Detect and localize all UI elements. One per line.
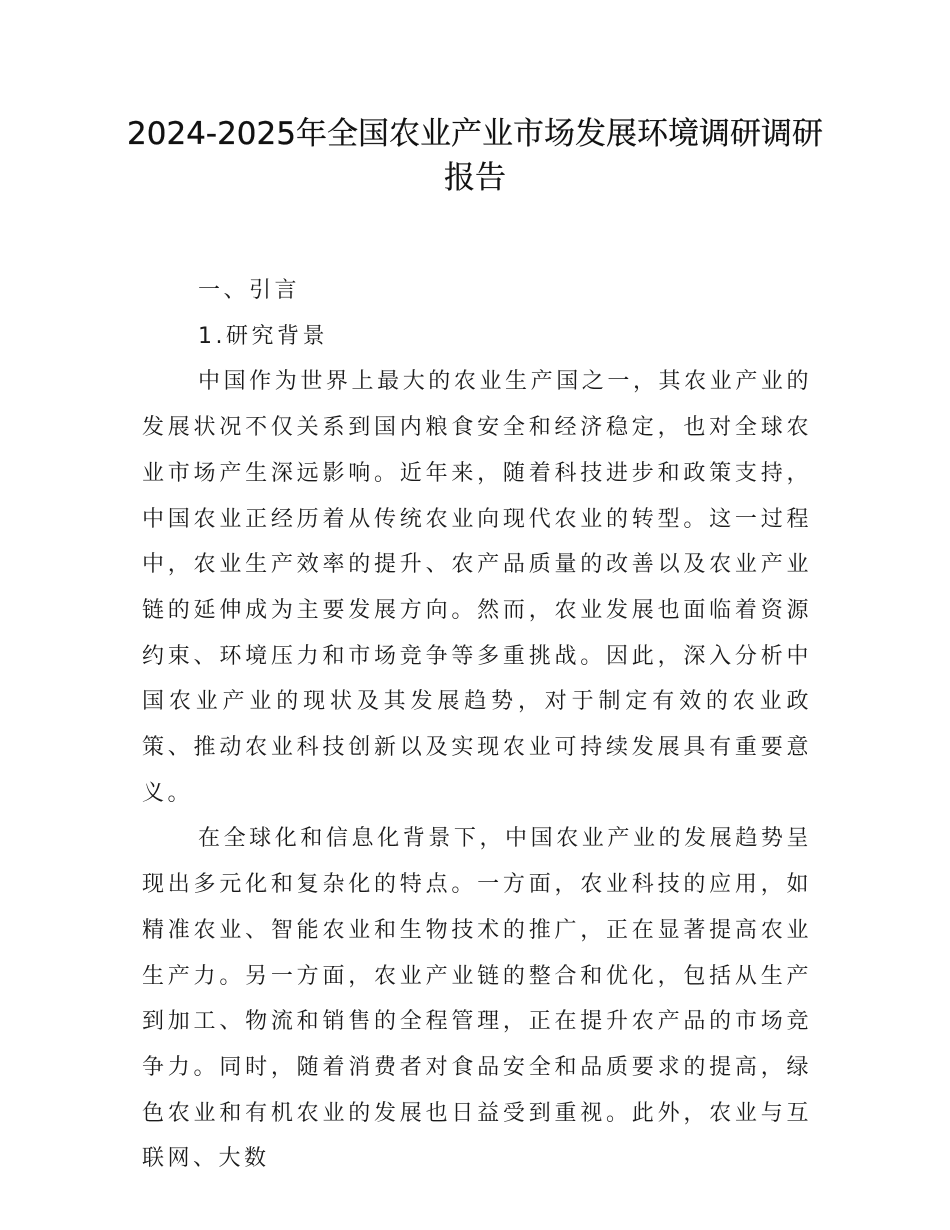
document-title: 2024-2025年全国农业产业市场发展环境调研调研报告 (127, 116, 823, 196)
body-paragraph-1: 中国作为世界上最大的农业生产国之一，其农业产业的发展状况不仅关系到国内粮食安全和经济稳定，也对全球农业市场产生深远影响。近年来，随着科技进步和政策支持，中国农业正经历着从传统农业向现代农业的转型。这一过程中，农业生产效率的提升、农产品质量的改善以及农业产业链的延伸成为主要发展方向。然而，农业发展也面临着资源约束、环境压力和市场竞争等多重挑战。因此，深入分析中国农业产业的现状及其发展趋势，对于制定有效的农业政策、推动农业科技创新以及实现农业可持续发展具有重要意义。 (142, 369, 812, 806)
section-heading: 一、引言 (198, 278, 301, 303)
subsection-heading: 1.研究背景 (198, 323, 328, 349)
body-paragraph-2: 在全球化和信息化背景下，中国农业产业的发展趋势呈现出多元化和复杂化的特点。一方面，农业科技的应用，如精准农业、智能农业和生物技术的推广，正在显著提高农业生产力。另一方面，农业产业链的整合和优化，包括从生产到加工、物流和销售的全程管理，正在提升农产品的市场竞争力。同时，随着消费者对食品安全和品质要求的提高，绿色农业和有机农业的发展也日益受到重视。此外，农业与互联网、大数 (142, 826, 812, 1172)
document-body (142, 268, 812, 1182)
